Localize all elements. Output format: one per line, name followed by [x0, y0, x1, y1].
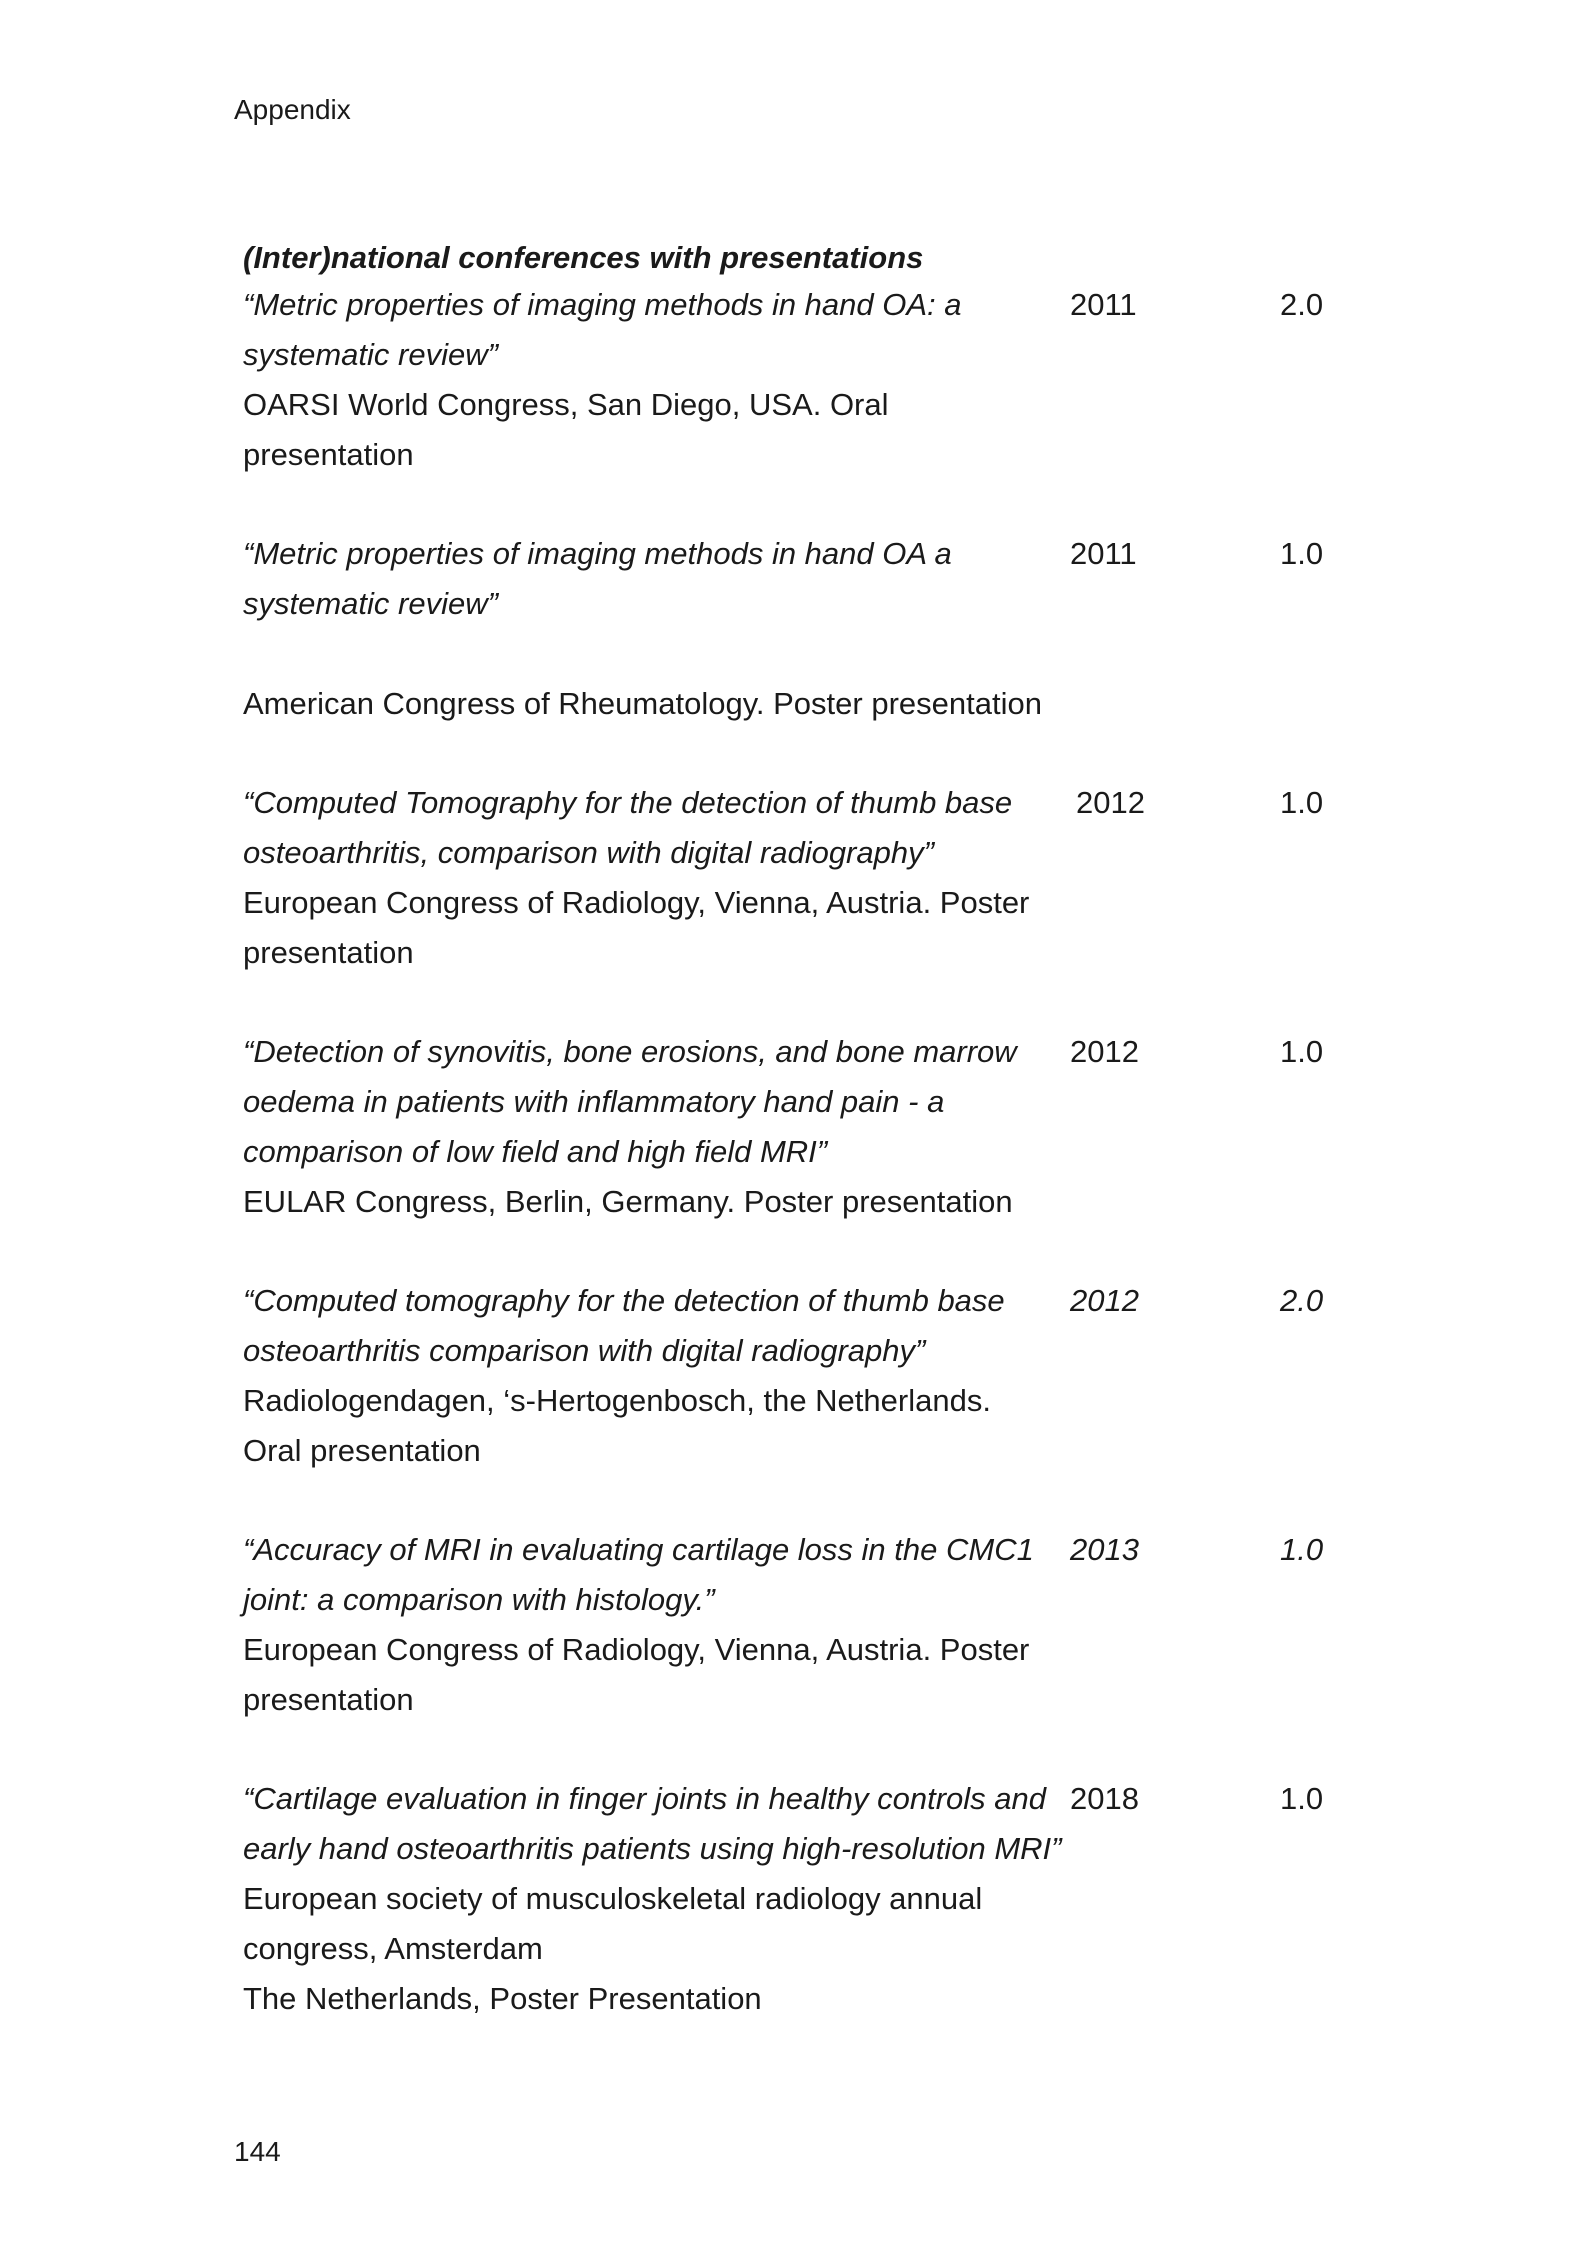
conference-venue: Radiologendagen, ‘s-Hertogenbosch, the Netherlands. Oral presentation: [243, 1383, 991, 1468]
entry-ects: 1.0: [1280, 1781, 1324, 1816]
conference-entry: [243, 778, 1383, 978]
conference-venue: European society of musculoskeletal radiology annual congress, Amsterdam The Netherlands, Poster Presentation: [243, 1881, 983, 2016]
entry-ects: 2.0: [1280, 287, 1324, 322]
entry-year: 2012: [1076, 785, 1145, 820]
entry-spacer: [243, 1476, 1383, 1525]
presentation-title: “Accuracy of MRI in evaluating cartilage loss in the CMC1 joint: a comparison with histology.”: [243, 1532, 1034, 1617]
entry-text: [243, 778, 1063, 978]
conference-venue: European Congress of Radiology, Vienna, Austria. Poster presentation: [243, 1632, 1030, 1717]
entry-ects: 1.0: [1280, 785, 1324, 820]
conference-entry: [243, 1027, 1383, 1227]
running-head: Appendix: [234, 94, 351, 125]
entry-ects: 2.0: [1280, 1283, 1324, 1318]
page-number: 144: [234, 2136, 281, 2167]
entry-text: [243, 1525, 1063, 1725]
conference-list: [243, 280, 1383, 2024]
entry-spacer: [243, 978, 1383, 1027]
presentation-title: “Metric properties of imaging methods in hand OA: a systematic review”: [243, 287, 962, 372]
presentation-title: “Computed Tomography for the detection of thumb base osteoarthritis, comparison with digital radiography”: [243, 785, 1013, 870]
entry-spacer: [243, 480, 1383, 529]
presentation-title: “Computed tomography for the detection of thumb base osteoarthritis comparison with digital radiography”: [243, 1283, 1005, 1368]
entry-ects: 1.0: [1280, 1034, 1324, 1069]
conference-entry: [243, 1276, 1383, 1476]
entry-ects: 1.0: [1280, 1532, 1324, 1567]
conference-venue: European Congress of Radiology, Vienna, Austria. Poster presentation: [243, 885, 1030, 970]
entry-year: 2012: [1070, 1283, 1139, 1318]
entry-ects: 1.0: [1280, 536, 1324, 571]
conference-entry: [243, 529, 1383, 729]
entry-text: [243, 1774, 1063, 2024]
entry-text: [243, 529, 1063, 729]
entry-year: 2018: [1070, 1781, 1139, 1816]
conference-venue: EULAR Congress, Berlin, Germany. Poster presentation: [243, 1184, 1013, 1219]
presentation-title: “Cartilage evaluation in finger joints in healthy controls and early hand osteoarthritis patients using high-resolution MRI”: [243, 1781, 1062, 1866]
entry-text: [243, 280, 1063, 480]
entry-year: 2011: [1070, 287, 1137, 322]
entry-year: 2013: [1070, 1532, 1139, 1567]
section-title: (Inter)national conferences with presentations: [243, 240, 924, 275]
entry-text: [243, 1276, 1063, 1476]
entry-spacer: [243, 1725, 1383, 1774]
conference-venue: American Congress of Rheumatology. Poster presentation: [243, 686, 1042, 721]
entry-gap: [243, 629, 1063, 679]
presentation-title: “Metric properties of imaging methods in hand OA a systematic review”: [243, 536, 952, 621]
entry-year: 2012: [1070, 1034, 1139, 1069]
entry-spacer: [243, 1227, 1383, 1276]
entry-year: 2011: [1070, 536, 1137, 571]
conference-entry: [243, 1774, 1383, 2024]
presentation-title: “Detection of synovitis, bone erosions, and bone marrow oedema in patients with inflammatory hand pain - a comparison of low field and high field MRI”: [243, 1034, 1017, 1169]
entry-spacer: [243, 729, 1383, 778]
entry-text: [243, 1027, 1063, 1227]
conference-venue: OARSI World Congress, San Diego, USA. Oral presentation: [243, 387, 889, 472]
conference-entry: [243, 1525, 1383, 1725]
conference-entry: [243, 280, 1383, 480]
